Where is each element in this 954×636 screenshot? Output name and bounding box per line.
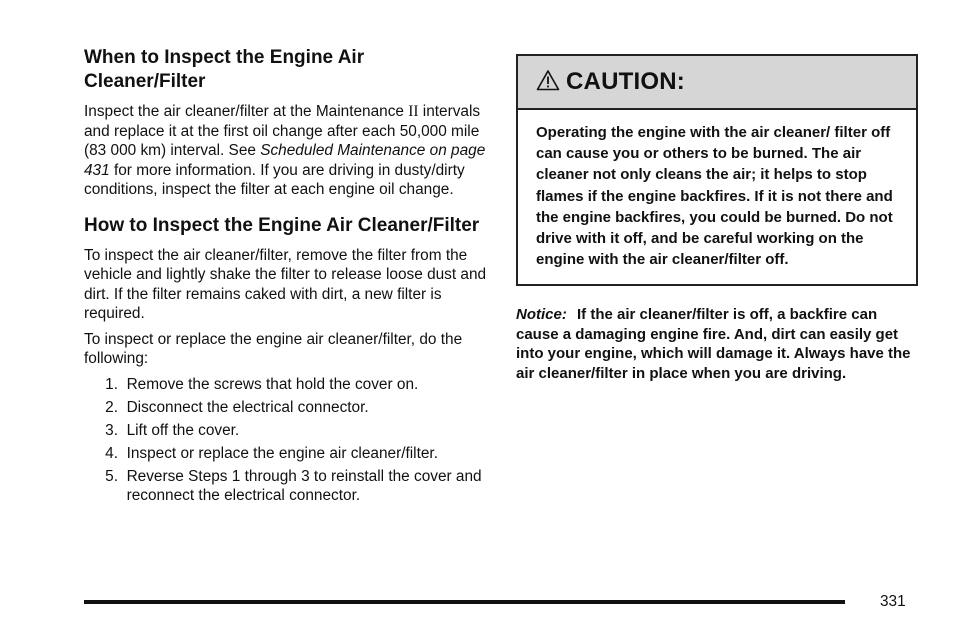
paragraph-text: for more information. If you are driving in dusty/dirty conditions, inspect the filter at each engine oil change. <box>84 161 465 198</box>
paragraph <box>84 102 489 200</box>
step-number: 1. <box>105 375 118 393</box>
list-item <box>84 444 489 464</box>
left-column <box>84 46 489 509</box>
when-to-inspect-section <box>84 46 489 200</box>
section-heading: How to Inspect the Engine Air Cleaner/Filter <box>84 214 480 236</box>
step-number: 4. <box>105 444 118 462</box>
right-column <box>516 54 918 383</box>
section-heading: When to Inspect the Engine Air Cleaner/Filter <box>84 47 365 92</box>
caution-text: Operating the engine with the air cleaner/ filter off can cause you or others to be burned. The air cleaner not only cleans the air; it helps to stop flames if the engine backfires. If it is not there and the engine backfires, you could be burned. Do not drive with it off, and be careful working on the engine with the air cleaner/filter off. <box>536 124 893 269</box>
paragraph: To inspect the air cleaner/filter, remove the filter from the vehicle and lightly shake the filter to release loose dust and dirt. If the filter remains caked with dirt, a new filter is required. <box>84 246 487 322</box>
footer-divider <box>84 600 845 604</box>
notice-paragraph <box>516 305 918 383</box>
step-number: 5. <box>105 467 118 485</box>
notice-text: If the air cleaner/filter is off, a backfire can cause a damaging engine fire. And, dirt can easily get into your engine, which will damage it. Always have the air cleaner/filter in place when you are driving. <box>516 306 911 382</box>
paragraph-text: intervals and replace it at the first oil change after each 50,000 mile (83 000 km) interval. See <box>84 103 481 159</box>
paragraph: To inspect or replace the engine air cleaner/filter, do the following: <box>84 330 463 367</box>
step-text: Reverse Steps 1 through 3 to reinstall the cover and reconnect the electrical connector. <box>126 467 482 504</box>
caution-header <box>518 56 916 110</box>
step-text: Inspect or replace the engine air cleaner/filter. <box>126 444 438 462</box>
list-item <box>84 421 489 441</box>
step-number: 2. <box>105 398 118 416</box>
list-item <box>84 375 489 395</box>
step-text: Disconnect the electrical connector. <box>126 398 369 416</box>
step-number: 3. <box>105 421 118 439</box>
caution-title: CAUTION: <box>566 68 685 95</box>
page-number: 331 <box>880 593 906 610</box>
maintenance-II-mark: II <box>408 103 419 120</box>
step-text: Remove the screws that hold the cover on. <box>126 375 419 393</box>
how-to-inspect-section <box>84 214 489 506</box>
page-reference-link[interactable]: Scheduled Maintenance on page 431 <box>84 142 486 179</box>
notice-label: Notice: <box>516 306 567 324</box>
paragraph-text: Inspect the air cleaner/filter at the Maintenance <box>84 103 409 120</box>
steps-list <box>84 375 489 506</box>
step-text: Lift off the cover. <box>126 421 240 439</box>
list-item <box>84 467 489 506</box>
warning-triangle-icon <box>536 69 560 96</box>
list-item <box>84 398 489 418</box>
caution-box <box>516 54 918 286</box>
